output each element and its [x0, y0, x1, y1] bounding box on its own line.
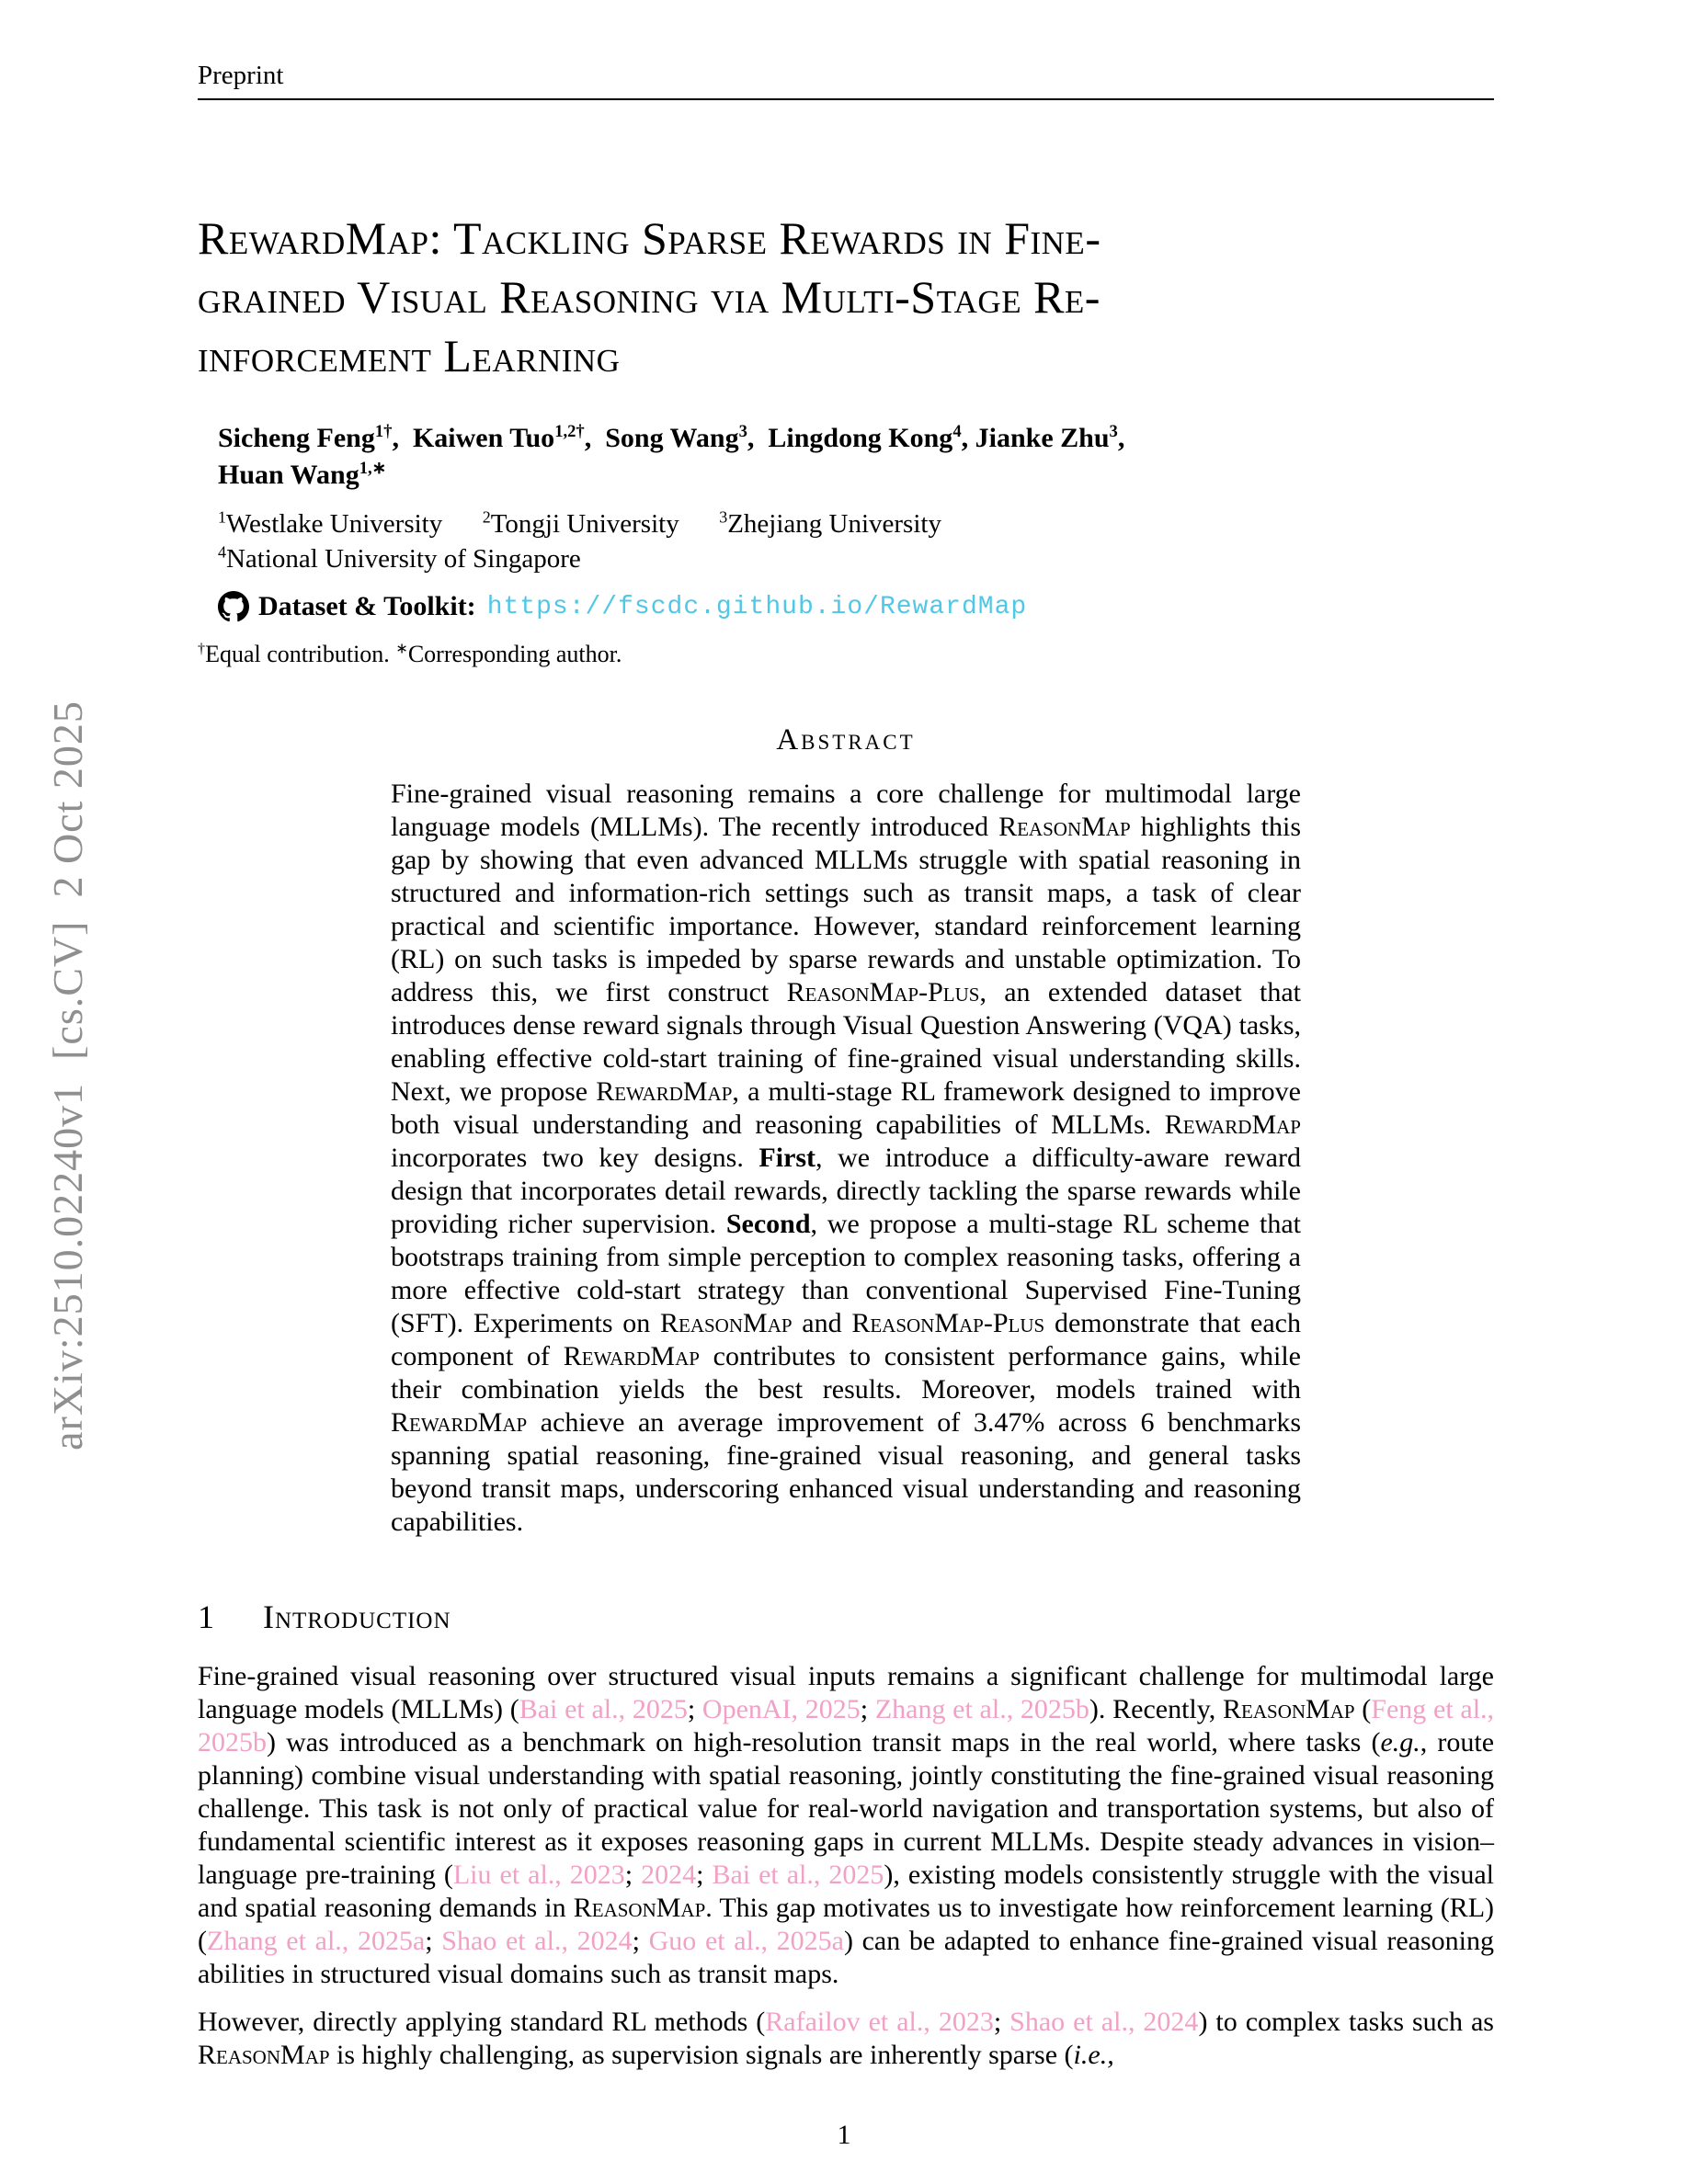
- text-segment: ReasonMap-Plus: [786, 977, 980, 1007]
- text-segment: , Kaiwen Tuo: [392, 423, 555, 453]
- text-segment: 4: [218, 542, 226, 562]
- text-segment: ;: [687, 1694, 702, 1724]
- text-segment: (: [1354, 1694, 1372, 1724]
- section-heading-introduction: [198, 1598, 1494, 1636]
- text-segment: ;: [632, 1926, 649, 1956]
- text-segment: and: [792, 1308, 852, 1338]
- text-segment: RewardMap: [391, 1407, 528, 1438]
- preprint-label: Preprint: [198, 61, 284, 90]
- citation-link[interactable]: Shao et al., 2024: [1009, 2007, 1199, 2037]
- text-segment: ,: [1117, 423, 1125, 453]
- text-segment: highlights this gap by showing that even advanced MLLMs struggle with spatial reasoning in structured and information-rich settings such as transit maps, a task of clear practical and scientific importance. However, standard reinforcement learning (RL) on such tasks is impeded by sparse rewards and unstable optimization. To address this, we first construct: [391, 812, 1301, 1007]
- text-segment: ReasonMap: [660, 1308, 793, 1338]
- paper-title: [198, 209, 1494, 385]
- text-segment: However, directly applying standard RL methods (: [198, 2007, 766, 2037]
- abstract-body: [391, 778, 1301, 1539]
- citation-link[interactable]: Shao et al., 2024: [441, 1926, 633, 1956]
- text-segment: contributes to consistent performance gains, while their combination yields the best results. Moreover, models trained with: [391, 1341, 1301, 1405]
- text-segment: Fine-grained visual reasoning remains a core challenge for multimodal large language models (MLLMs). The recently introduced: [391, 779, 1301, 842]
- text-segment: achieve an average improvement of 3.47% across 6 benchmarks spanning spatial reasoning, fine-grained visual reasoning, and general tasks beyond transit maps, underscoring enhanced visual understanding and reasoning capabilities.: [391, 1407, 1301, 1537]
- text-segment: , a multi-stage RL framework designed to improve both visual understanding and reasoning capabilities of MLLMs.: [391, 1076, 1301, 1140]
- text-segment: ) can be adapted to enhance fine-grained visual reasoning abilities in structured visual domains such as transit maps.: [198, 1926, 1494, 1989]
- intro-paragraph-2: [198, 2006, 1494, 2072]
- text-segment: , Jianke Zhu: [961, 423, 1110, 453]
- text-segment: ). Recently,: [1089, 1694, 1224, 1724]
- text-segment: Huan Wang: [218, 460, 359, 490]
- affiliation-list: [218, 506, 1494, 576]
- text-segment: ) was introduced as a benchmark on high-resolution transit maps in the real world, where tasks (: [267, 1727, 1381, 1757]
- text-segment: e.g.: [1380, 1727, 1420, 1757]
- text-segment: incorporates two key designs.: [391, 1143, 759, 1173]
- text-segment: ReasonMap-Plus: [851, 1308, 1045, 1338]
- text-segment: ), existing models consistently struggle with the visual and spatial reasoning demands in: [198, 1860, 1495, 1923]
- paper-content: [198, 61, 1494, 2072]
- text-segment: 1: [218, 507, 226, 527]
- text-segment: †: [198, 641, 206, 657]
- title-line: inforcement Learning: [198, 330, 621, 381]
- dataset-url-link[interactable]: https://fscdc.github.io/RewardMap: [486, 592, 1028, 621]
- section-number: 1: [198, 1598, 214, 1635]
- text-segment: , an extended dataset that introduces dense reward signals through Visual Question Answering (VQA) tasks, enabling effective cold-start training of fine-grained visual understanding skills. Next, we propose: [391, 977, 1301, 1107]
- text-segment: Westlake University: [225, 509, 483, 539]
- citation-link[interactable]: Zhang et al., 2025a: [207, 1926, 426, 1956]
- affiliation-line: [218, 541, 1494, 576]
- text-segment: . This gap motivates us to investigate how reinforcement learning (RL) (: [198, 1893, 1495, 1956]
- text-segment: ;: [425, 1926, 442, 1956]
- header-rule: [198, 98, 1494, 100]
- affiliation-line: [218, 506, 1494, 541]
- title-line: grained Visual Reasoning via Multi-Stage Re-: [198, 271, 1101, 323]
- citation-link[interactable]: Zhang et al., 2025b: [874, 1694, 1089, 1724]
- text-segment: 2: [482, 507, 491, 527]
- text-segment: ReasonMap: [198, 2040, 330, 2070]
- citation-link[interactable]: OpenAI, 2025: [701, 1694, 861, 1724]
- github-icon: [218, 591, 249, 622]
- text-segment: Sicheng Feng: [218, 423, 375, 453]
- text-segment: Corresponding author.: [407, 641, 622, 667]
- text-segment: Zhejiang University: [727, 509, 941, 539]
- citation-link[interactable]: 2024: [641, 1860, 697, 1890]
- text-segment: demonstrate that each component of: [391, 1308, 1301, 1371]
- citation-link[interactable]: Liu et al., 2023: [452, 1860, 625, 1890]
- text-segment: 4: [952, 422, 962, 441]
- text-segment: RewardMap: [1164, 1109, 1301, 1140]
- text-segment: ReasonMap: [573, 1893, 706, 1923]
- citation-link[interactable]: Feng et al., 2025b: [198, 1694, 1495, 1757]
- text-segment: 1†: [374, 422, 393, 441]
- text-segment: ∗: [395, 641, 408, 657]
- text-segment: National University of Singapore: [225, 544, 581, 574]
- citation-link[interactable]: Guo et al., 2025a: [648, 1926, 844, 1956]
- text-segment: ;: [624, 1860, 642, 1890]
- citation-link[interactable]: Rafailov et al., 2023: [765, 2007, 994, 2037]
- abstract-heading: Abstract: [776, 723, 916, 756]
- section-title: Introduction: [263, 1598, 451, 1635]
- text-segment: Fine-grained visual reasoning over structured visual inputs remains a significant challenge for multimodal large language models (MLLMs) (: [198, 1661, 1494, 1724]
- text-segment: First: [758, 1143, 816, 1173]
- intro-paragraph-1: [198, 1660, 1494, 1991]
- text-segment: , route planning) combine visual understanding with spatial reasoning, jointly constituting the fine-grained visual reasoning challenge. This task is not only of practical value for real-world navigation and transportation systems, but also of fundamental scientific interest as it exposes reasoning gaps in current MLLMs. Despite steady advances in vision–language pre-training (: [198, 1727, 1495, 1890]
- text-segment: ;: [993, 2007, 1010, 2037]
- text-segment: Tongji University: [490, 509, 720, 539]
- text-segment: Second: [725, 1209, 811, 1239]
- text-segment: , we propose a multi-stage RL scheme that bootstraps training from simple perception to complex reasoning tasks, offering a more effective cold-start strategy than conventional Supervised Fine-Tuning (SFT). Experiments on: [391, 1209, 1301, 1338]
- contribution-footnote: [198, 641, 1494, 668]
- title-line: RewardMap: Tackling Sparse Rewards in Fine-: [198, 212, 1101, 264]
- text-segment: 3: [1109, 422, 1118, 441]
- text-segment: ;: [860, 1694, 875, 1724]
- dataset-label: Dataset & Toolkit:: [258, 591, 476, 621]
- text-segment: i.e.,: [1073, 2040, 1114, 2070]
- author-line: [218, 420, 1494, 457]
- text-segment: is highly challenging, as supervision signals are inherently sparse (: [329, 2040, 1074, 2070]
- text-segment: ;: [696, 1860, 713, 1890]
- author-list: [218, 420, 1494, 494]
- arxiv-stamp: arXiv:2510.02240v1 [cs.CV] 2 Oct 2025: [44, 700, 91, 1450]
- text-segment: ) to complex tasks such as: [1198, 2007, 1494, 2037]
- text-segment: , we introduce a difficulty-aware reward design that incorporates detail rewards, directly tackling the sparse rewards while providing richer supervision.: [391, 1143, 1301, 1239]
- page-number: 1: [837, 2120, 851, 2150]
- text-segment: 3: [738, 422, 747, 441]
- text-segment: ReasonMap: [1223, 1694, 1355, 1724]
- dataset-toolkit-row: [218, 591, 1494, 622]
- citation-link[interactable]: Bai et al., 2025: [712, 1860, 884, 1890]
- text-segment: 3: [719, 507, 728, 527]
- citation-link[interactable]: Bai et al., 2025: [519, 1694, 688, 1724]
- text-segment: ReasonMap: [998, 812, 1131, 842]
- text-segment: 1,∗: [359, 459, 387, 478]
- text-segment: , Song Wang: [584, 423, 739, 453]
- text-segment: RewardMap: [596, 1076, 733, 1107]
- text-segment: 1,2†: [554, 422, 585, 441]
- author-line: [218, 457, 1494, 494]
- text-segment: Equal contribution.: [205, 641, 396, 667]
- text-segment: , Lingdong Kong: [747, 423, 953, 453]
- text-segment: RewardMap: [563, 1341, 700, 1371]
